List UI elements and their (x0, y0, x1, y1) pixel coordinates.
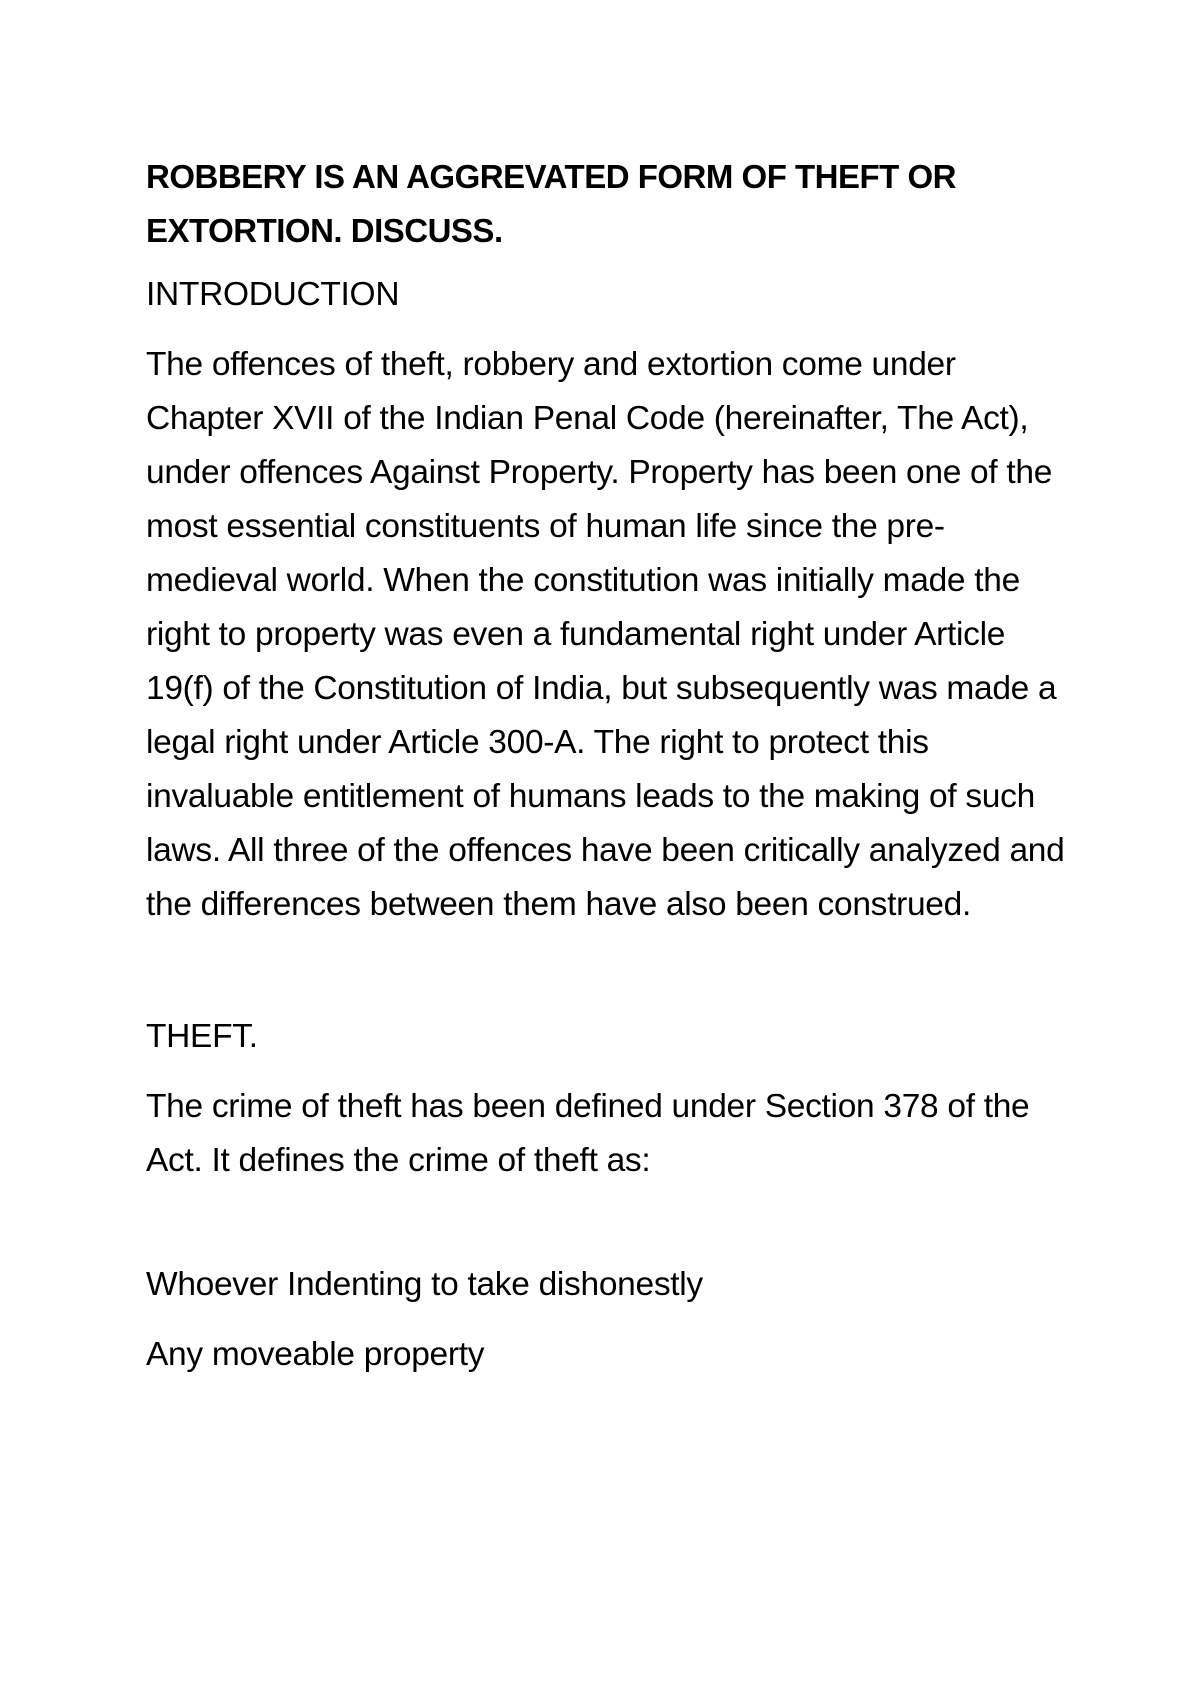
document-body (146, 150, 1066, 1382)
introduction-heading: INTRODUCTION (146, 276, 400, 313)
document-title: ROBBERY IS AN AGGREVATED FORM OF THEFT OR EXTORTION. DISCUSS. (146, 158, 957, 249)
theft-heading: THEFT. (146, 1018, 258, 1055)
introduction-paragraph: The offences of theft, robbery and extortion come under Chapter XVII of the Indian Penal Code (hereinafter, The Act), under offences Against Property. Property has been one of the most essential constituents of human life since the pre-medieval world. When the constitution was initially made the right to property was even a fundamental right under Article 19(f) of the Constitution of India, but subsequently was made a legal right under Article 300-A. The right to protect this invaluable entitlement of humans leads to the making of such laws. All three of the offences have been critically analyzed and the differences between them have also been construed. (146, 346, 1065, 923)
theft-element-item: Any moveable property (146, 1336, 485, 1373)
theft-paragraph: The crime of theft has been defined under Section 378 of the Act. It defines the crime of theft as: (146, 1088, 1030, 1179)
theft-element-item: Whoever Indenting to take dishonestly (146, 1266, 703, 1303)
